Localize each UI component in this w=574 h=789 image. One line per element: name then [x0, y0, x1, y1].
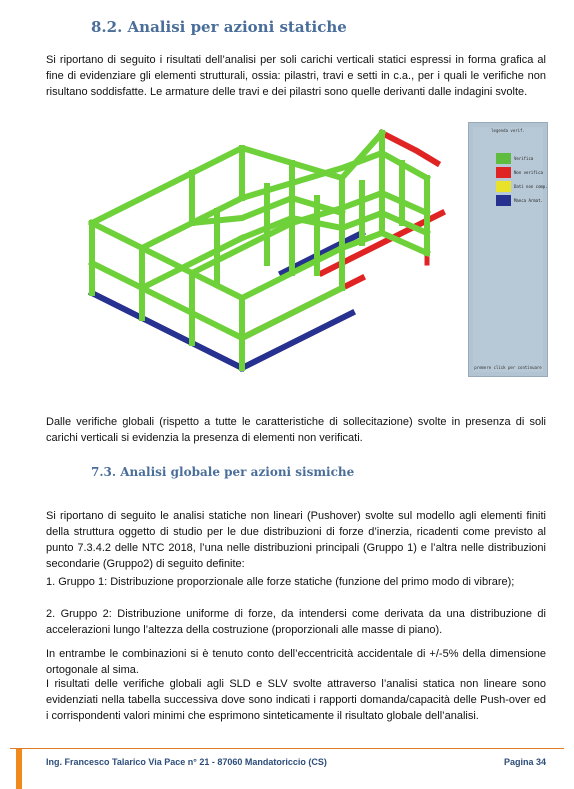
legend-panel — [473, 127, 548, 372]
base-beam-blue-2 — [242, 313, 352, 368]
footer-address: Ing. Francesco Talarico Via Pace n° 21 - 87060 Mandatoriccio (CS) — [46, 757, 327, 767]
group-2-item: 2. Gruppo 2: Distribuzione uniforme di forze, da intendersi come derivata da una distribuzione di accelerazioni lungo l’altezza della costruzione (proporzionali alle masse di piano). — [46, 608, 546, 636]
legend-label-missing: Manca Armat. — [514, 198, 543, 203]
footer-accent-bar — [16, 749, 22, 789]
legend-label-verified: Verifica — [514, 156, 534, 161]
base-beam-blue — [92, 293, 242, 368]
section-heading-8-2: 8.2. Analisi per azioni statiche — [91, 18, 347, 36]
legend-swatch-verified — [496, 153, 511, 164]
intro-paragraph: Si riportano di seguito i risultati dell’analisi per soli carichi verticali statici espressi in forma grafica al fine di evidenziare gli elementi strutturali, ossia: pilastri, travi e setti in c.a., per i quali le verifiche non risultano soddisfatte. Le armature delle travi e dei pilastri sono quelle derivanti dalle indagini svolte. — [46, 54, 546, 98]
results-paragraph: I risultati delle verifiche globali agli SLD e SLV svolte attraverso l’analisi statica non lineare sono evidenziati nella tabella successiva dove sono indicati i rapporti domanda/capacità delle Push-over ed i corrispondenti valori minimi che esprimono sinteticamente il risultato globale dell’analisi. — [46, 678, 546, 722]
legend-swatch-incomplete — [496, 181, 511, 192]
pushover-intro-paragraph: Si riportano di seguito le analisi statiche non lineari (Pushover) svolte sul modello agli elementi finiti della struttura oggetto di studio per le due distribuzioni di forze d’inerzia, ricadenti come previsto al punto 7.3.4.2 delle NTC 2018, l’una nelle distribuzioni principali (Gruppo 1) e l’altra nelle distribuzioni secondarie (Gruppo2) di seguito definite: — [46, 510, 546, 570]
section-heading-7-3: 7.3. Analisi globale per azioni sismiche — [91, 465, 355, 479]
footer-divider — [10, 748, 564, 749]
eccentricity-paragraph: In entrambe le combinazioni si è tenuto conto dell’eccentricità accidentale di +/-5% della dimensione ortogonale al sima. — [46, 648, 546, 676]
legend-label-incomplete: Dati non comp. — [514, 184, 548, 189]
structure-3d-model — [82, 123, 454, 378]
conclusion-paragraph: Dalle verifiche globali (rispetto a tutte le caratteristiche di sollecitazione) svolte in presenza di soli carichi verticali si evidenzia la presenza di elementi non verificati. — [46, 416, 546, 444]
legend-footer: premere click per continuare — [474, 365, 542, 370]
verification-legend — [468, 122, 548, 377]
legend-swatch-missing — [496, 195, 511, 206]
legend-swatch-not-verified — [496, 167, 511, 178]
page-number: Pagina 34 — [503, 757, 546, 767]
legend-title: legenda verif. — [491, 128, 525, 133]
legend-label-not-verified: Non verifica — [514, 170, 543, 175]
group-1-item: 1. Gruppo 1: Distribuzione proporzionale alle forze statiche (funzione del primo modo di vibrare); — [46, 576, 515, 588]
